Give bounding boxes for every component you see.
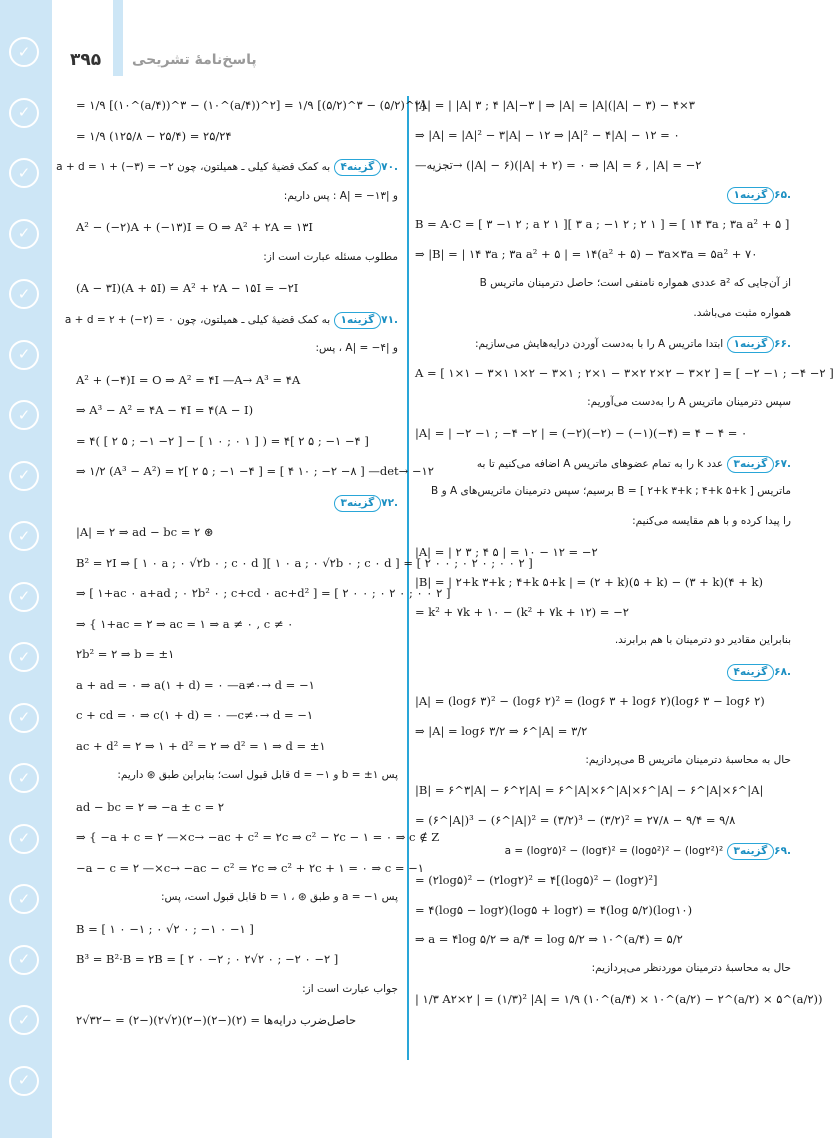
line-text: از آن‌جایی که a² عددی همواره نامنفی است؛ حاصل دترمینان ماتریس B bbox=[479, 276, 791, 289]
line-text: |A| = (log۶ ۳)² − (log۶ ۲)² = (log۶ ۳ + log۶ ۲)(log۶ ۳ − log۶ ۲) bbox=[415, 694, 765, 708]
text-line bbox=[415, 664, 791, 681]
line-text: بنابراین مقادیر دو دترمینان با هم برابرند. bbox=[614, 634, 791, 647]
equation-line bbox=[76, 98, 426, 112]
equation-line bbox=[76, 647, 398, 661]
line-text: B = A·C = [ ۳ −۱ ۲ ; a ۲ ۱ ][ ۳ a ; −۱ ۲ ; ۲ ۱ ] = [ ۱۴ ۳a ; ۳a a² + ۵ ] bbox=[415, 217, 790, 232]
text-line bbox=[415, 277, 791, 290]
line-text: A² − (−۲)A + (−۱۳)I = O ⇒ A² + ۲A = ۱۳I bbox=[76, 220, 313, 234]
check-circle-icon: ✓ bbox=[9, 279, 39, 309]
equation-line bbox=[76, 830, 440, 844]
equation-line bbox=[76, 708, 398, 722]
answer-option-badge: گزینه۱ bbox=[727, 336, 775, 353]
line-text: −a − c = ۲ —×c→ −ac − c² = ۲c ⇒ c² + ۲c + ۱ = ۰ ⇒ c = −۱ bbox=[76, 860, 424, 875]
check-circle-icon: ✓ bbox=[9, 461, 39, 491]
check-circle-icon: ✓ bbox=[9, 884, 39, 914]
check-circle-icon: ✓ bbox=[9, 158, 39, 188]
line-text: جواب عبارت است از: bbox=[302, 982, 398, 995]
equation-line bbox=[76, 586, 451, 600]
text-line bbox=[64, 312, 398, 329]
line-text: را پیدا کرده و با هم مقایسه می‌کنیم: bbox=[632, 515, 791, 528]
text-line bbox=[415, 843, 791, 860]
check-circle-icon: ✓ bbox=[9, 340, 39, 370]
equation-line bbox=[76, 800, 398, 814]
line-text: B² = ۲I ⇒ [ ۱ ۰ a ; ۰ √۲b ۰ ; c ۰ d ][ ۱ ۰ a ; ۰ √۲b ۰ ; c ۰ d ] = [ ۲ ۰ ۰ ; ۰ ۲ ۰ ; ۰ ۰ ۲ ] bbox=[76, 555, 533, 570]
equation-line bbox=[76, 860, 424, 875]
line-text: B = [ ۱ ۰ −۱ ; ۰ √۲ ۰ ; −۱ ۰ −۱ ] bbox=[76, 921, 254, 936]
line-text: ماتریس B = [ ۲+k ۳+k ; ۴+k ۵+k ] برسیم؛ سپس دترمینان ماتریس‌های A و B bbox=[431, 485, 791, 498]
check-circle-icon: ✓ bbox=[9, 521, 39, 551]
line-text: حاصل‌ضرب درایه‌ها = (۲)(−۲)(−۲)(۲√۲)(−۲) = −۳۲√۲ bbox=[76, 1013, 357, 1027]
equation-line bbox=[76, 525, 398, 539]
line-text: |A| = | −۲ −۱ ; −۴ −۲ | = (−۲)(−۲) − (−۱)(−۴) = ۴ − ۴ = ۰ bbox=[415, 425, 748, 440]
line-text: ⇒ { ۱+ac = ۲ ⇒ ac = ۱ ⇒ a ≠ ۰ , c ≠ ۰ bbox=[76, 616, 294, 631]
line-text: = ۴( [ ۲ ۵ ; −۱ −۲ ] − [ ۱ ۰ ; ۰ ۱ ] ) = ۴[ ۲ ۵ ; −۱ −۴ ] bbox=[76, 433, 369, 448]
line-text: |A| = ۲ ⇒ ad − bc = ۲ ⊛ bbox=[76, 525, 214, 539]
text-line bbox=[76, 891, 398, 904]
equation-line bbox=[415, 426, 791, 440]
line-text: ⇒ ۱/۲ (A³ − A²) = ۲[ ۲ ۵ ; −۱ −۴ ] = [ ۴ ۱۰ ; −۲ −۸ ] —det→ −۱۲ bbox=[76, 464, 434, 478]
line-text: ⇒ [ ۱+ac ۰ a+ad ; ۰ ۲b² ۰ ; c+cd ۰ ac+d² ] = [ ۲ ۰ ۰ ; ۰ ۲ ۰ ; ۰ ۰ ۲ ] bbox=[76, 586, 451, 600]
equation-line bbox=[76, 403, 398, 417]
check-circle-icon: ✓ bbox=[9, 824, 39, 854]
answer-option-badge: گزینه۴ bbox=[334, 159, 382, 176]
line-text: a + ad = ۰ ⇒ a(۱ + d) = ۰ —a≠۰→ d = −۱ bbox=[76, 677, 315, 692]
equation-line bbox=[415, 932, 791, 946]
line-text: همواره مثبت می‌باشد. bbox=[693, 306, 791, 319]
answer-option-badge: گزینه۳ bbox=[727, 456, 775, 473]
question-number: .۶۶ bbox=[774, 338, 791, 351]
line-text: |A| = | ۲ ۳ ; ۴ ۵ | = ۱۰ − ۱۲ = −۲ bbox=[415, 545, 598, 559]
equation-line bbox=[415, 366, 834, 381]
line-text: ⇒ a = ۴log ۵/۲ ⇒ a/۴ = log ۵/۲ ⇒ ۱۰^(a/۴) = ۵/۲ bbox=[415, 932, 683, 947]
equation-line bbox=[415, 545, 791, 559]
equation-line bbox=[415, 217, 791, 231]
line-text: عدد k را به تمام عضوهای ماتریس A اضافه می‌کنیم تا به bbox=[476, 457, 724, 470]
equation-line bbox=[76, 952, 398, 966]
line-text: ۲b² = ۲ ⇒ b = ±۱ bbox=[76, 647, 175, 661]
page-number: ۳۹۵ bbox=[70, 50, 102, 70]
equation-line bbox=[415, 903, 791, 917]
question-number: .۷۰ bbox=[381, 161, 398, 173]
line-text: |B| = ۶^۳|A| − ۶^۲|A| = ۶^|A|×۶^|A|×۶^|A| − ۶^|A|×۶^|A| bbox=[415, 783, 764, 798]
line-text: (A − ۳I)(A + ۵I) = A² + ۲A − ۱۵I = −۲I bbox=[76, 281, 299, 295]
check-circle-icon: ✓ bbox=[9, 98, 39, 128]
line-text: = k² + ۷k + ۱۰ − (k² + ۷k + ۱۲) = −۲ bbox=[415, 604, 629, 619]
equation-line bbox=[415, 873, 791, 887]
text-line bbox=[76, 983, 398, 996]
equation-line bbox=[415, 98, 791, 112]
text-line bbox=[415, 456, 791, 473]
text-line bbox=[415, 962, 791, 975]
equation-line bbox=[415, 605, 791, 619]
text-line bbox=[415, 634, 791, 647]
equation-line bbox=[76, 220, 398, 234]
equation-line bbox=[76, 555, 533, 570]
equation-line bbox=[76, 678, 398, 692]
answer-option-badge: گزینه۳ bbox=[334, 495, 382, 512]
equation-line bbox=[76, 129, 398, 143]
line-text: = ۴(log۵ − log۲)(log۵ + log۲) = ۴(log ۵/۲)(log۱۰) bbox=[415, 902, 693, 917]
page-title: پاسخ‌نامهٔ تشریحی bbox=[132, 52, 257, 68]
text-line bbox=[415, 485, 791, 498]
line-text: و |A| = −۱۳ : پس داریم: bbox=[283, 189, 398, 202]
check-circle-icon: ✓ bbox=[9, 642, 39, 672]
equation-line bbox=[415, 813, 791, 827]
text-line bbox=[415, 515, 791, 528]
equation-line bbox=[76, 464, 434, 478]
line-text: و |A| = −۴ ، پس: bbox=[315, 342, 398, 354]
line-text: A² + (−۴)I = O ⇒ A² = ۴I —A→ A³ = ۴A bbox=[76, 372, 301, 387]
equation-line bbox=[76, 1013, 398, 1027]
text-line bbox=[76, 769, 398, 782]
check-circle-icon: ✓ bbox=[9, 219, 39, 249]
check-circle-icon: ✓ bbox=[9, 945, 39, 975]
check-circle-icon: ✓ bbox=[9, 703, 39, 733]
line-text: مطلوب مسئله عبارت است از: bbox=[263, 250, 398, 263]
text-line bbox=[56, 159, 398, 176]
line-text: | ۱/۳ A۲×۲ | = (۱/۳)² |A| = ۱/۹ (۱۰^(a/۴) × ۱۰^(a/۲) − ۲^(a/۲) × ۵^(a/۲)) bbox=[415, 992, 823, 1006]
text-line bbox=[415, 187, 791, 204]
line-text: ⇒ |B| = | ۱۴ ۳a ; ۳a a² + ۵ | = ۱۴(a² + ۵) − ۳a×۳a = ۵a² + ۷۰ bbox=[415, 247, 758, 261]
text-line bbox=[415, 754, 791, 767]
check-circle-icon: ✓ bbox=[9, 37, 39, 67]
equation-line bbox=[415, 247, 791, 261]
text-line bbox=[76, 251, 398, 264]
question-number: .۶۹ bbox=[774, 845, 791, 857]
check-circle-icon: ✓ bbox=[9, 1066, 39, 1096]
text-line bbox=[76, 495, 398, 512]
answer-option-badge: گزینه۴ bbox=[727, 664, 775, 681]
column-divider bbox=[407, 96, 409, 1060]
text-line bbox=[76, 342, 398, 355]
line-text: سپس دترمینان ماتریس A را به‌دست می‌آوریم: bbox=[587, 396, 791, 408]
equation-line bbox=[415, 158, 791, 172]
line-text: = (۶^|A|)³ − (۶^|A|)² = (۳/۲)³ − (۳/۲)² = ۲۷/۸ − ۹/۴ = ۹/۸ bbox=[415, 813, 736, 828]
line-text: ⇒ |A| = |A|² − ۳|A| − ۱۲ ⇒ |A|² − ۴|A| − ۱۲ = ۰ bbox=[415, 127, 680, 142]
check-circle-icon: ✓ bbox=[9, 763, 39, 793]
question-number: .۶۷ bbox=[774, 457, 791, 470]
line-text: ⇒ A³ − A² = ۴A − ۴I = ۴(A − I) bbox=[76, 403, 254, 417]
text-line bbox=[415, 307, 791, 320]
check-circle-icon: ✓ bbox=[9, 1005, 39, 1035]
line-text: حال به محاسبهٔ دترمینان موردنظر می‌پردازیم: bbox=[591, 962, 791, 975]
answer-option-badge: گزینه۳ bbox=[727, 843, 775, 860]
text-line bbox=[415, 396, 791, 409]
line-text: —تجزیه→ (|A| − ۶)(|A| + ۲) = ۰ ⇒ |A| = ۶ , |A| = −۲ bbox=[415, 157, 702, 172]
equation-line bbox=[415, 575, 791, 589]
line-text: به کمک قضیهٔ کیلی ـ همیلتون، چون a + d = ۱ + (−۳) = −۲ bbox=[56, 161, 331, 173]
equation-line bbox=[415, 783, 791, 797]
line-text: حال به محاسبهٔ دترمینان ماتریس B می‌پردازیم: bbox=[585, 753, 791, 766]
check-circle-icon: ✓ bbox=[9, 400, 39, 430]
line-text: ابتدا ماتریس A را با به‌دست آوردن درایه‌هایش می‌سازیم: bbox=[474, 338, 724, 351]
question-number: .۷۱ bbox=[381, 313, 398, 326]
line-text: = ۱/۹ (۱۲۵/۸ − ۲۵/۴) = ۲۵/۲۴ bbox=[76, 128, 232, 143]
sidebar-strip bbox=[0, 0, 52, 1138]
line-text: ac + d² = ۲ ⇒ ۱ + d² = ۲ ⇒ d² = ۱ ⇒ d = ±۱ bbox=[76, 738, 326, 753]
answer-option-badge: گزینه۱ bbox=[334, 312, 382, 329]
line-text: ⇒ |A| = log۶ ۳/۲ ⇒ ۶^|A| = ۳/۲ bbox=[415, 723, 588, 738]
equation-line bbox=[76, 739, 398, 753]
line-text: |A| = | |A| ۳ ; ۴ |A|−۳ | ⇒ |A| = |A|(|A| − ۳) − ۴×۳ bbox=[415, 98, 695, 112]
answer-option-badge: گزینه۱ bbox=[727, 187, 775, 204]
line-text: به کمک قضیهٔ کیلی ـ همیلتون، چون a + d = ۲ + (−۲) = ۰ bbox=[64, 313, 331, 326]
check-circle-icon: ✓ bbox=[9, 582, 39, 612]
equation-line bbox=[415, 724, 791, 738]
text-line bbox=[76, 190, 398, 203]
equation-line bbox=[415, 992, 823, 1006]
question-number: .۷۲ bbox=[381, 496, 398, 509]
equation-line bbox=[76, 922, 398, 936]
header-accent-bar bbox=[113, 0, 123, 76]
line-text: ad − bc = ۲ ⇒ −a ± c = ۲ bbox=[76, 799, 225, 814]
line-text: ⇒ { −a + c = ۲ —×c→ −ac + c² = ۲c ⇒ c² − ۲c − ۱ = ۰ ⇒ c ∉ Z bbox=[76, 830, 440, 844]
line-text: پس a = −۱ و طبق ⊛ ، b = ۱ قابل قبول است، پس: bbox=[161, 891, 398, 903]
equation-line bbox=[415, 128, 791, 142]
question-number: .۶۵ bbox=[774, 189, 791, 202]
text-line bbox=[415, 336, 791, 353]
question-number: .۶۸ bbox=[774, 666, 791, 679]
line-text: a = (log۲۵)² − (log۴)² = (log۵²)² − (log۲²)² bbox=[504, 845, 724, 857]
equation-line bbox=[76, 617, 398, 631]
equation-line bbox=[76, 281, 398, 295]
line-text: B³ = B²·B = ۲B = [ ۲ ۰ −۲ ; ۰ ۲√۲ ۰ ; −۲ ۰ −۲ ] bbox=[76, 952, 339, 966]
line-text: |B| = | ۲+k ۳+k ; ۴+k ۵+k | = (۲ + k)(۵ + k) − (۳ + k)(۴ + k) bbox=[415, 574, 763, 589]
equation-line bbox=[76, 434, 398, 448]
line-text: c + cd = ۰ ⇒ c(۱ + d) = ۰ —c≠۰→ d = −۱ bbox=[76, 708, 314, 722]
line-text: = ۱/۹ [(۱۰^(a/۴))^۳ − (۱۰^(a/۴))^۲] = ۱/۹ [(۵/۲)^۳ − (۵/۲)^۲] bbox=[76, 98, 426, 112]
equation-line bbox=[76, 373, 398, 387]
line-text: پس b = ±۱ و d = −۱ قابل قبول است؛ بنابراین طبق ⊛ داریم: bbox=[117, 769, 398, 781]
equation-line bbox=[415, 694, 791, 708]
line-text: = (۲log۵)² − (۲log۲)² = ۴[(log۵)² − (log۲)²] bbox=[415, 872, 658, 887]
line-text: A = [ ۱×۱ − ۳×۱ ۱×۲ − ۳×۱ ; ۲×۱ − ۳×۲ ۲×۲ − ۳×۲ ] = [ −۲ −۱ ; −۴ −۲ ] bbox=[415, 366, 834, 381]
